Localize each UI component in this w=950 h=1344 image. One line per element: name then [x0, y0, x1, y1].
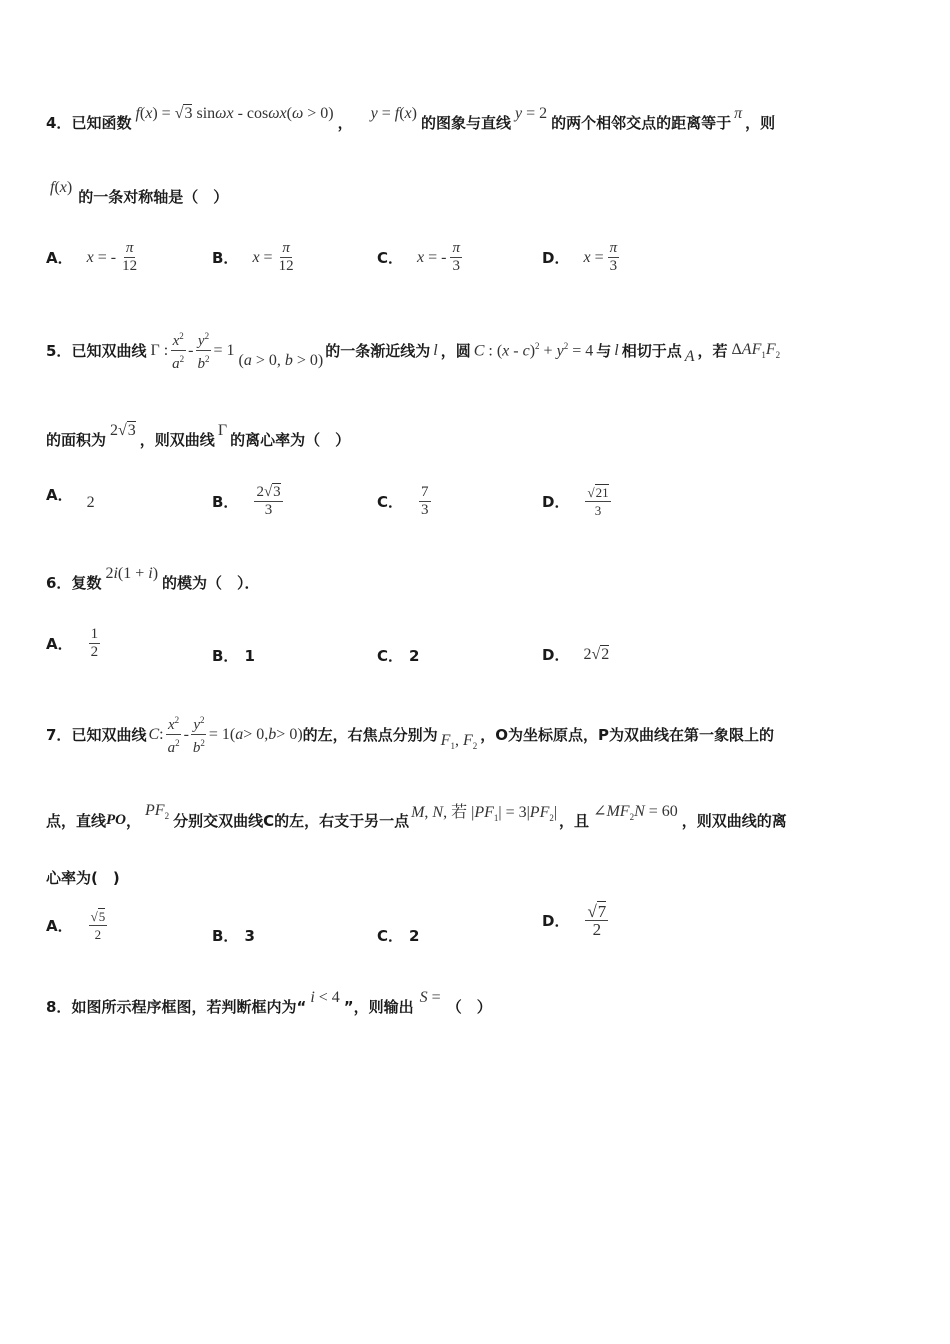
q4-function-def: f(x) = √3 sinωx - cosωx(ω > 0) — [135, 104, 334, 122]
q4-fx: f(x) — [50, 178, 73, 196]
q5-triangle: $\Delta AF_1F_2$ — [731, 340, 781, 361]
q7-text-7: ，则双曲线的离 — [681, 811, 787, 830]
q5-text-2: 的一条渐近线为 — [325, 342, 431, 360]
q5-option-b[interactable] — [212, 484, 285, 519]
q7-text-3: ，O为坐标原点，P为双曲线在第一象限上的 — [480, 726, 774, 744]
q5-text-5: 相切于点 — [621, 342, 682, 360]
q7-option-d[interactable] — [542, 903, 610, 938]
q5-line-1 — [46, 328, 780, 373]
q5-option-b-value: $\frac{2√3}{3}$ — [256, 484, 281, 518]
q6-option-b-label: B． — [212, 647, 239, 665]
q6-text-1: 复数 — [71, 574, 102, 592]
q6-option-a-label: A． — [46, 635, 73, 653]
q6-option-c[interactable] — [377, 645, 419, 666]
q7-option-d-label: D． — [542, 912, 570, 930]
q4-option-d[interactable]: D． x = $\frac{\pi}{3}$ — [542, 240, 618, 274]
q5-option-d-value: $\frac{√21}{3}$ — [587, 485, 609, 518]
q6-option-b[interactable] — [212, 645, 255, 666]
q7-line-3 — [46, 867, 120, 888]
q5-option-d-label: D． — [542, 493, 570, 511]
q7-pf2: $PF_2$ — [145, 801, 170, 821]
q7-option-d-value: $\frac{√7}{2}$ — [587, 902, 607, 939]
q5-text-4: 与 — [596, 342, 612, 360]
q5-option-a-value: 2 — [86, 493, 95, 511]
q7-condition: M, N, 若 $|PF_1| = 3|PF_2|$ — [411, 804, 558, 824]
q6-option-c-value: 2 — [409, 646, 420, 665]
q5-text-9: 的离心率为（ ） — [230, 431, 351, 449]
q7-po: PO — [106, 811, 127, 828]
q4-text-2: ， — [337, 114, 353, 132]
q6-option-c-label: C． — [377, 647, 404, 665]
q7-foci: $F_1$, $F_2$ — [440, 731, 478, 752]
q5-area-value: 2√3 — [110, 421, 136, 439]
q5-option-b-label: B． — [212, 493, 239, 511]
q5-option-c[interactable] — [377, 484, 433, 519]
q7-option-b-label: B． — [212, 927, 239, 945]
q8-text-2: ”，则输出 — [343, 998, 414, 1016]
q5-circle-eq: C : $(x - c)^2 + y^2 = 4$ — [473, 340, 594, 360]
q5-text-8: ，则双曲线 — [139, 431, 215, 449]
q7-option-a-label: A． — [46, 917, 73, 935]
q7-number: 7． — [46, 726, 72, 744]
q5-option-d[interactable] — [542, 484, 613, 519]
q5-number: 5． — [46, 342, 72, 360]
q7-option-a[interactable] — [46, 908, 109, 943]
q6-option-d-label: D． — [542, 646, 570, 664]
q8-number: 8． — [46, 998, 72, 1016]
q4-option-a[interactable]: A． x = - $\frac{\pi}{12}$ — [46, 240, 138, 274]
q7-option-c-label: C． — [377, 927, 404, 945]
q7-line-2 — [46, 801, 787, 832]
q4-text-6: 的一条对称轴是（ ） — [78, 188, 229, 206]
q7-hyperbola-eq: C : $\frac{x^2}{a^2}$ - $\frac{y^2}{b^2}$ = 1( a > 0, b > 0) — [148, 712, 302, 757]
q4-line-2 — [50, 178, 229, 207]
q4-line-1 — [46, 104, 776, 133]
q4-option-a-label: A． — [46, 249, 73, 267]
q7-angle: $\angle MF_2N = 60$ — [593, 802, 678, 822]
q4-option-c-label: C． — [377, 249, 404, 267]
q4-number: 4． — [46, 114, 72, 132]
q7-text-5: 分别交双曲线C的左，右支于另一点 — [173, 811, 410, 830]
q8-s: S = — [419, 988, 441, 1006]
q5-option-a[interactable] — [46, 484, 95, 511]
q5-line-2 — [46, 421, 351, 450]
q4-option-a-value: $\frac{\pi}{12}$ — [122, 240, 138, 274]
q4-option-d-label: D． — [542, 249, 570, 267]
q7-text-4c: ， — [126, 811, 142, 830]
q5-gamma: Γ — [217, 421, 228, 439]
q4-text-4: 的两个相邻交点的距离等于 — [551, 114, 732, 132]
q7-option-c[interactable] — [377, 925, 419, 946]
q6-line-1 — [46, 564, 260, 593]
q5-l: l — [433, 341, 438, 359]
q6-option-a-value: $\frac{1}{2}$ — [90, 626, 99, 660]
q8-line-1 — [46, 988, 492, 1017]
q5-text-6: ，若 — [697, 342, 728, 360]
q4-pi: π — [734, 104, 743, 122]
q4-y-eq-2: y = 2 — [515, 104, 548, 122]
q7-option-c-value: 2 — [409, 926, 420, 945]
q6-number: 6． — [46, 574, 72, 592]
q4-y-eq-fx: y = f(x) — [370, 104, 417, 122]
q5-option-a-label: A． — [46, 486, 73, 504]
q4-option-c-value: $\frac{\pi}{3}$ — [452, 240, 460, 274]
q7-line-1 — [46, 712, 774, 757]
q7-text-1: 已知双曲线 — [71, 726, 147, 744]
q4-option-b[interactable]: B． x = $\frac{\pi}{12}$ — [212, 240, 294, 274]
q7-option-b-value: 3 — [244, 926, 255, 945]
q4-option-c[interactable]: C． x = - $\frac{\pi}{3}$ — [377, 240, 460, 274]
q8-text-1: 如图所示程序框图，若判断框内为“ — [71, 998, 307, 1016]
q7-text-6: ，且 — [559, 811, 590, 830]
q6-text-2: 的模为（ ）． — [162, 574, 260, 592]
q5-text-7: 的面积为 — [46, 431, 107, 449]
q6-option-d-value: 2√2 — [583, 645, 610, 663]
q4-text-5: ，则 — [745, 114, 776, 132]
q5-hyperbola-eq: Γ : $\frac{x^2}{a^2}$ - $\frac{y^2}{b^2}$ = 1 (a > 0, b > 0) — [150, 328, 323, 373]
q5-point-a: A — [684, 347, 695, 365]
q6-option-b-value: 1 — [244, 646, 255, 665]
q5-option-c-value: $\frac{7}{3}$ — [421, 484, 429, 518]
q6-option-a[interactable] — [46, 626, 102, 661]
q4-text-3: 的图象与直线 — [420, 114, 511, 132]
q7-text-4: 点，直线 — [46, 811, 107, 830]
q4-text-1: 已知函数 — [71, 114, 132, 132]
q7-text-8: 心率为( ) — [46, 869, 120, 887]
q7-option-a-value: $\frac{√5}{2}$ — [90, 909, 106, 942]
q5-text-1: 已知双曲线 — [71, 342, 147, 360]
q6-option-d[interactable] — [542, 644, 609, 665]
q5-text-3: ，圆 — [440, 342, 471, 360]
q8-condition: i < 4 — [310, 988, 340, 1006]
q4-option-d-value: $\frac{\pi}{3}$ — [609, 240, 618, 274]
q7-option-b[interactable] — [212, 925, 255, 946]
q5-l-2: l — [614, 341, 619, 359]
q5-option-c-label: C． — [377, 493, 404, 511]
q7-text-2: 的左，右焦点分别为 — [302, 726, 438, 744]
q6-complex: 2i(1 + i) — [105, 564, 159, 582]
q4-option-b-value: $\frac{\pi}{12}$ — [278, 240, 294, 274]
q4-option-b-label: B． — [212, 249, 239, 267]
q8-text-3: （ ） — [446, 998, 492, 1016]
